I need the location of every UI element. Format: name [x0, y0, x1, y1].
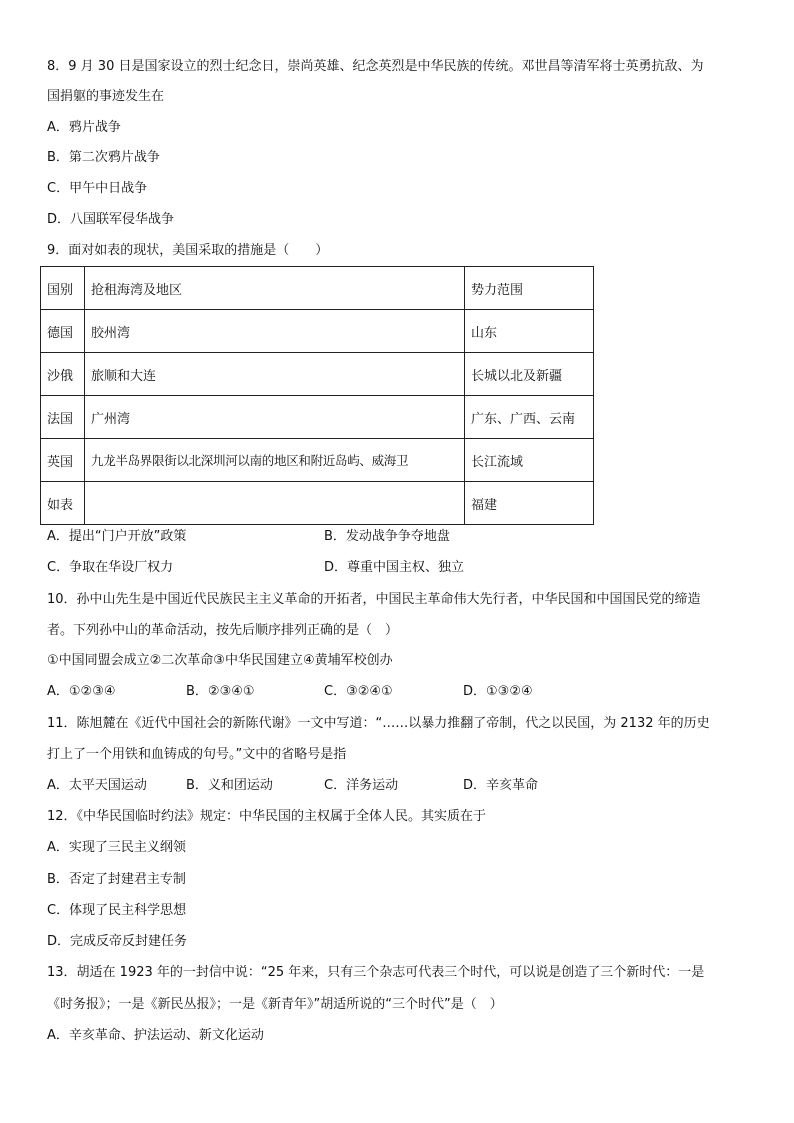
q9-option-b: B．发动战争争夺地盘	[324, 529, 450, 544]
table-cell: 德国	[41, 310, 85, 353]
table-header-cell: 国别	[41, 267, 85, 310]
table-header-row	[41, 267, 594, 310]
table-cell: 九龙半岛界限街以北深圳河以南的地区和附近岛屿、威海卫	[85, 439, 465, 482]
q10-stem-line2: 者。下列孙中山的革命活动，按先后顺序排列正确的是（ ）	[47, 623, 399, 638]
q12-option-d: D．完成反帝反封建任务	[47, 934, 188, 949]
q10-option-b: B．②③④①	[186, 684, 255, 699]
q11-option-b: B．义和团运动	[186, 778, 273, 793]
q10-option-a: A．①②③④	[47, 684, 116, 699]
q9-option-d: D．尊重中国主权、独立	[324, 560, 465, 575]
q11-option-d: D．辛亥革命	[463, 778, 539, 793]
table-row	[41, 353, 594, 396]
q12-stem: 12．《中华民国临时约法》规定：中华民国的主权属于全体人民。其实质在于	[47, 809, 487, 824]
table-cell: 广州湾	[85, 396, 465, 439]
table-header-cell: 势力范围	[465, 267, 594, 310]
q13-option-a: A．辛亥革命、护法运动、新文化运动	[47, 1028, 264, 1043]
q8-option-b: B．第二次鸦片战争	[47, 150, 160, 165]
q9-table	[40, 266, 594, 525]
q11-stem-line1: 11．陈旭麓在《近代中国社会的新陈代谢》一文中写道：“……以暴力推翻了帝制，代之以民国，为 2132 年的历史	[47, 716, 710, 731]
table-cell: 福建	[465, 482, 594, 525]
q8-stem-line2: 国捐躯的事迹发生在	[47, 89, 165, 104]
table-row	[41, 396, 594, 439]
q8-option-a: A．鸦片战争	[47, 120, 121, 135]
q10-stem-line1: 10．孙中山先生是中国近代民族民主主义革命的开拓者，中国民主革命伟大先行者，中华民国和中国国民党的缔造	[47, 592, 701, 607]
table-cell: 如表	[41, 482, 85, 525]
table-cell: 胶州湾	[85, 310, 465, 353]
table-row	[41, 482, 594, 525]
table-cell	[85, 482, 465, 525]
table-row	[41, 310, 594, 353]
table-cell: 英国	[41, 439, 85, 482]
q12-option-b: B．否定了封建君主专制	[47, 872, 186, 887]
q11-option-a: A．太平天国运动	[47, 778, 147, 793]
table-cell: 沙俄	[41, 353, 85, 396]
q10-items: ①中国同盟会成立②二次革命③中华民国建立④黄埔军校创办	[47, 653, 393, 668]
table-cell: 山东	[465, 310, 594, 353]
q13-stem-line2: 《时务报》；一是《新民丛报》；一是《新青年》”胡适所说的“三个时代”是（ ）	[47, 997, 503, 1012]
q8-option-d: D．八国联军侵华战争	[47, 212, 175, 227]
q11-stem-line2: 打上了一个用铁和血铸成的句号。”文中的省略号是指	[47, 747, 347, 762]
table-row	[41, 439, 594, 482]
q9-stem: 9．面对如表的现状，美国采取的措施是（ ）	[47, 243, 329, 258]
q8-option-c: C．甲午中日战争	[47, 181, 148, 196]
table-cell: 广东、广西、云南	[465, 396, 594, 439]
table-cell: 长城以北及新疆	[465, 353, 594, 396]
table-header-cell: 抢租海湾及地区	[85, 267, 465, 310]
q10-option-d: D．①③②④	[463, 684, 533, 699]
table-cell: 长江流域	[465, 439, 594, 482]
table-cell: 法国	[41, 396, 85, 439]
q13-stem-line1: 13．胡适在 1923 年的一封信中说：“25 年来，只有三个杂志可代表三个时代，可以说是创造了三个新时代：一是	[47, 965, 705, 980]
q12-option-a: A．实现了三民主义纲领	[47, 840, 186, 855]
table-cell: 旅顺和大连	[85, 353, 465, 396]
q9-option-a: A．提出“门户开放”政策	[47, 529, 187, 544]
q12-option-c: C．体现了民主科学思想	[47, 903, 187, 918]
q10-option-c: C．③②④①	[324, 684, 393, 699]
q9-option-c: C．争取在华设厂权力	[47, 560, 174, 575]
q11-option-c: C．洋务运动	[324, 778, 399, 793]
q8-stem-line1: 8．9 月 30 日是国家设立的烈士纪念日，崇尚英雄、纪念英烈是中华民族的传统。邓世昌等清军将士英勇抗敌、为	[47, 59, 704, 74]
